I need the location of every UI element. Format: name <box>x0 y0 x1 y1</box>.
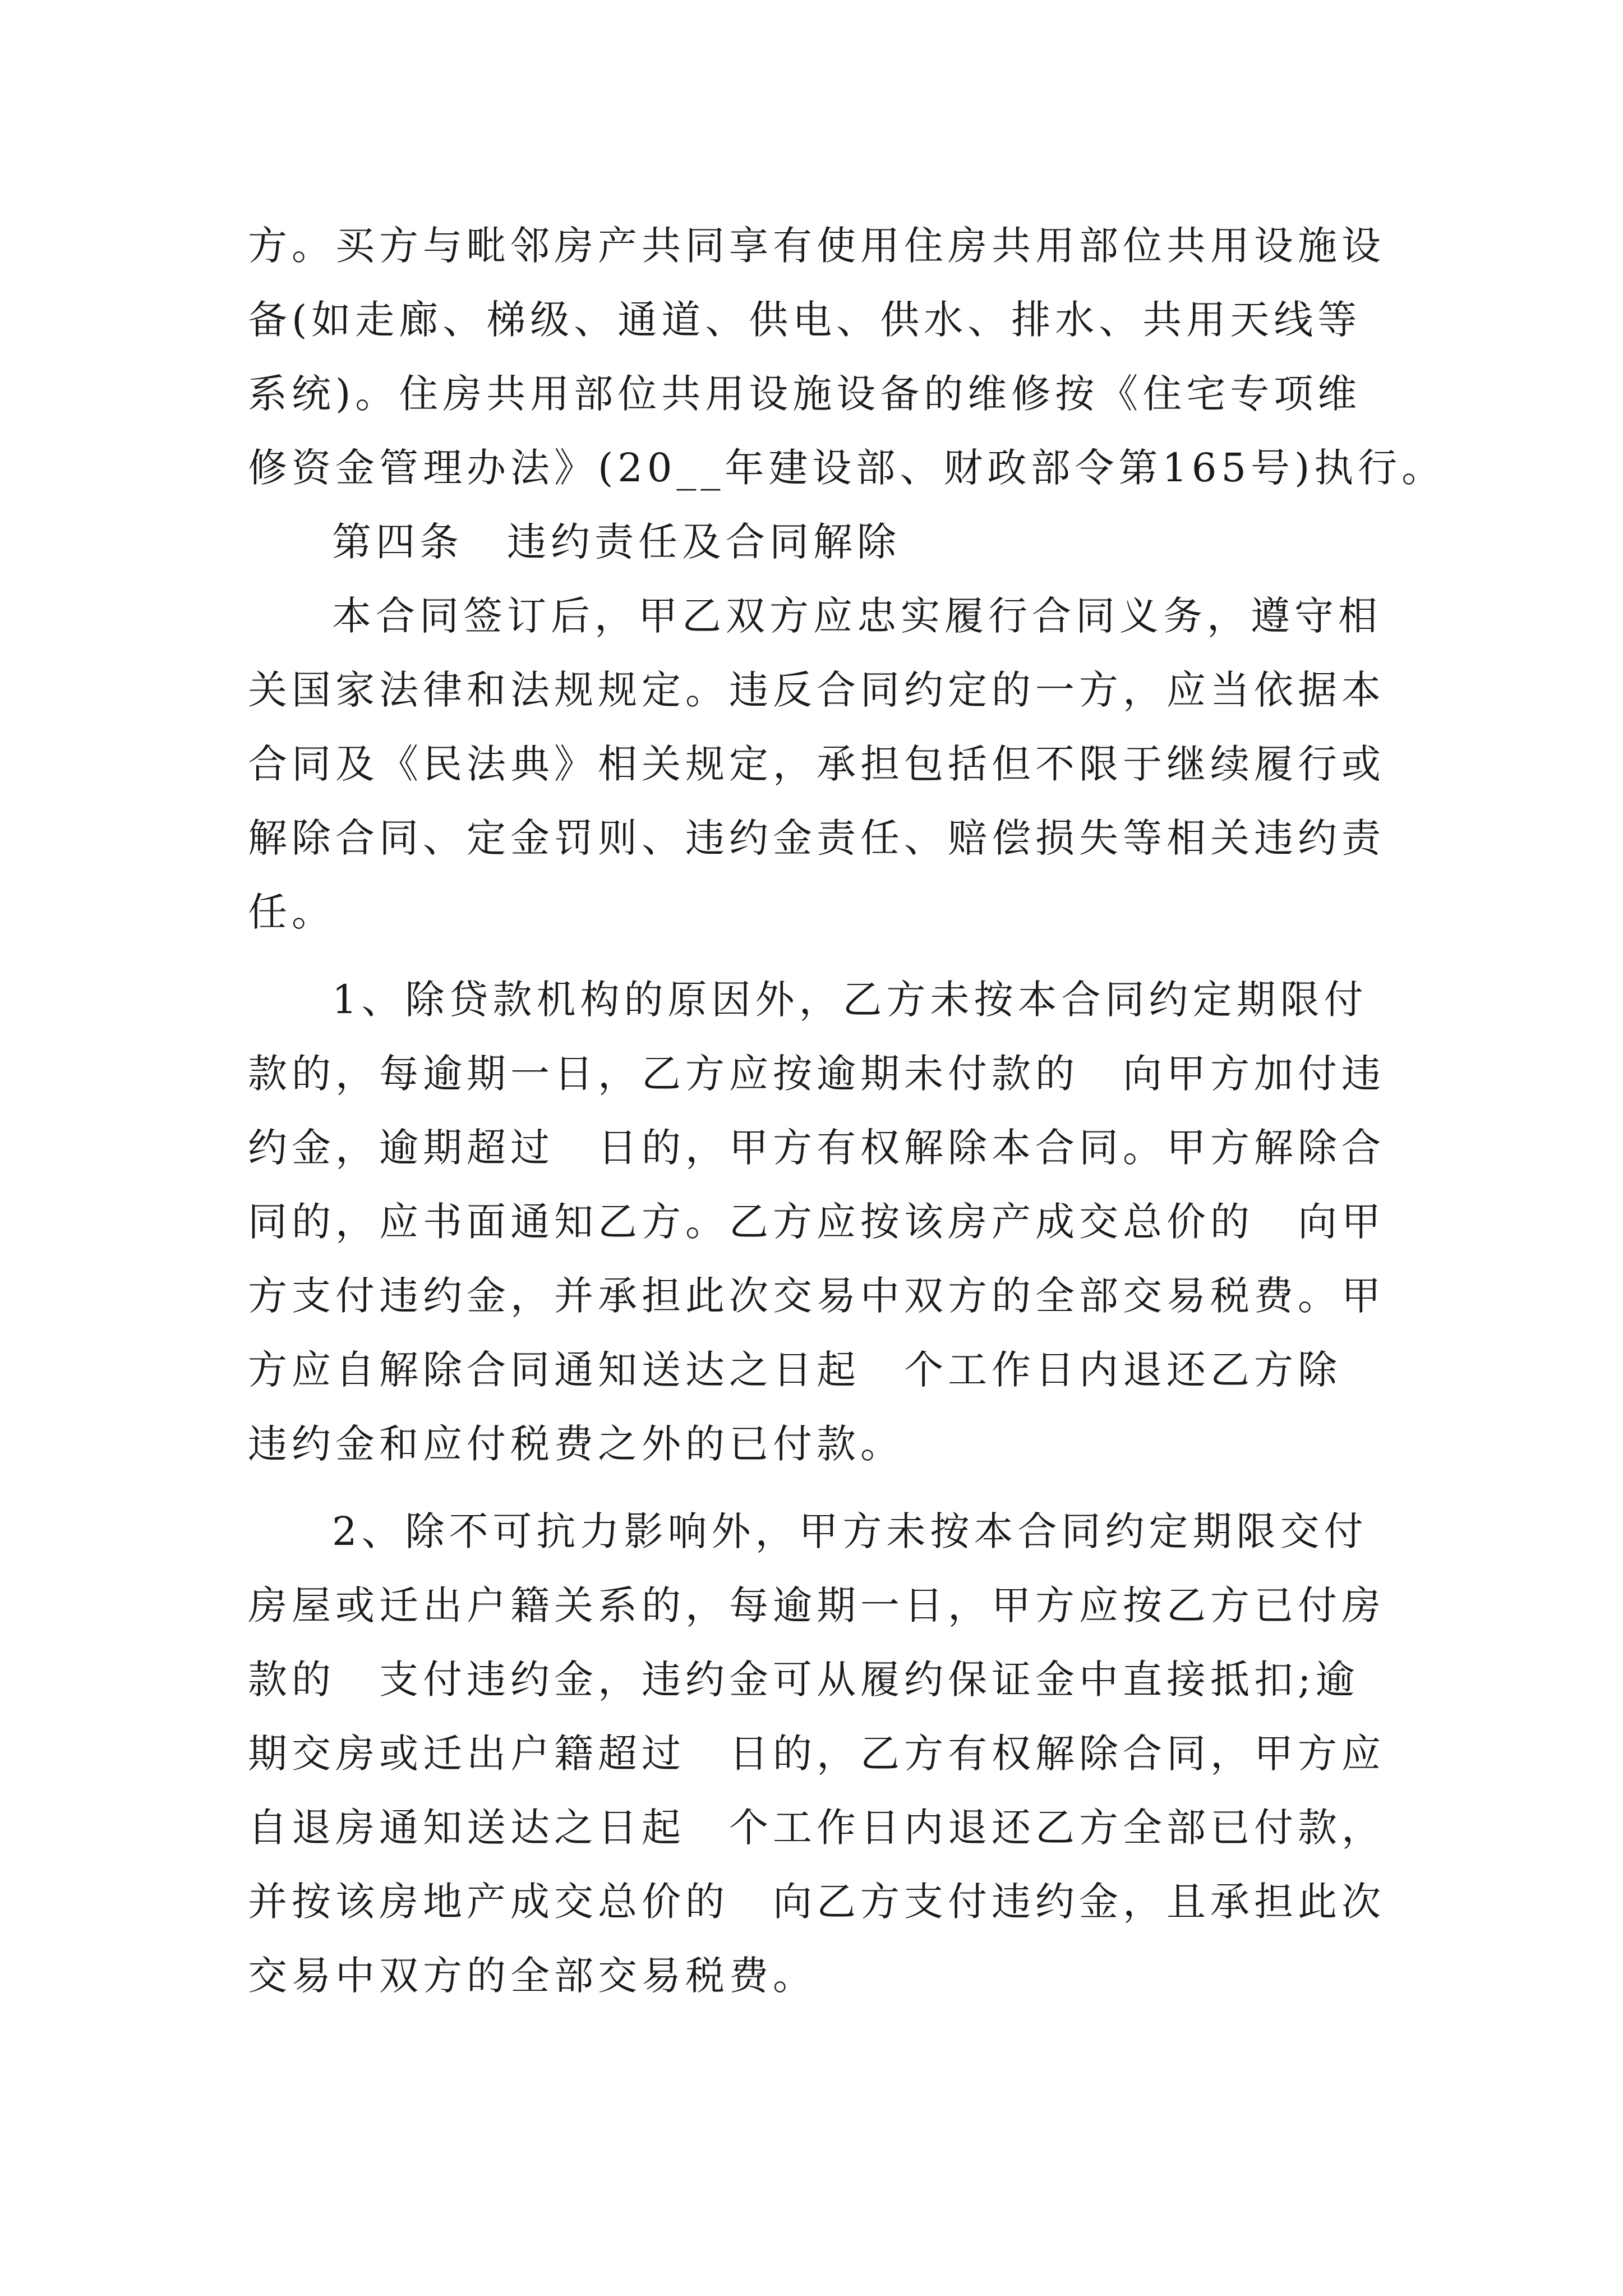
text-line: 违约金和应付税费之外的已付款。 <box>248 1421 904 1467</box>
text-line: 本合同签订后，甲乙双方应忠实履行合同义务，遵守相 <box>332 593 1382 639</box>
text-line: 系统)。住房共用部位共用设施设备的维修按《住宅专项维 <box>248 371 1362 417</box>
text-line: 期交房或迁出户籍超过 日的，乙方有权解除合同，甲方应 <box>248 1731 1385 1777</box>
text-line: 并按该房地产成交总价的 向乙方支付违约金，且承担此次 <box>248 1879 1385 1925</box>
text-line: 交易中双方的全部交易税费。 <box>248 1953 817 1999</box>
text-line: 2、除不可抗力影响外，甲方未按本合同约定期限交付 <box>332 1508 1368 1554</box>
text-line: 同的，应书面通知乙方。乙方应按该房产成交总价的 向甲 <box>248 1199 1385 1245</box>
text-line: 关国家法律和法规规定。违反合同约定的一方，应当依据本 <box>248 667 1385 713</box>
document-body <box>248 209 1446 2013</box>
text-line: 方支付违约金，并承担此次交易中双方的全部交易税费。甲 <box>248 1273 1385 1319</box>
text-line: 1、除贷款机构的原因外，乙方未按本合同约定期限付 <box>332 977 1368 1023</box>
text-line: 房屋或迁出户籍关系的，每逾期一日，甲方应按乙方已付房 <box>248 1582 1385 1628</box>
text-line: 合同及《民法典》相关规定，承担包括但不限于继续履行或 <box>248 741 1385 787</box>
text-line: 修资金管理办法》(20__年建设部、财政部令第165号)执行。 <box>248 445 1446 491</box>
text-line: 解除合同、定金罚则、违约金责任、赔偿损失等相关违约责 <box>248 815 1385 861</box>
text-line: 款的，每逾期一日，乙方应按逾期未付款的 向甲方加付违 <box>248 1051 1385 1097</box>
text-line: 约金，逾期超过 日的，甲方有权解除本合同。甲方解除合 <box>248 1125 1385 1171</box>
text-line: 自退房通知送达之日起 个工作日内退还乙方全部已付款， <box>248 1805 1385 1851</box>
text-line: 备(如走廊、梯级、通道、供电、供水、排水、共用天线等 <box>248 297 1362 343</box>
text-line: 方。买方与毗邻房产共同享有使用住房共用部位共用设施设 <box>248 223 1385 269</box>
text-line: 方应自解除合同通知送达之日起 个工作日内退还乙方除 <box>248 1347 1341 1393</box>
text-line: 款的 支付违约金，违约金可从履约保证金中直接抵扣;逾 <box>248 1657 1359 1703</box>
section-heading: 第四条 违约责任及合同解除 <box>332 519 901 565</box>
text-line: 任。 <box>248 889 335 935</box>
